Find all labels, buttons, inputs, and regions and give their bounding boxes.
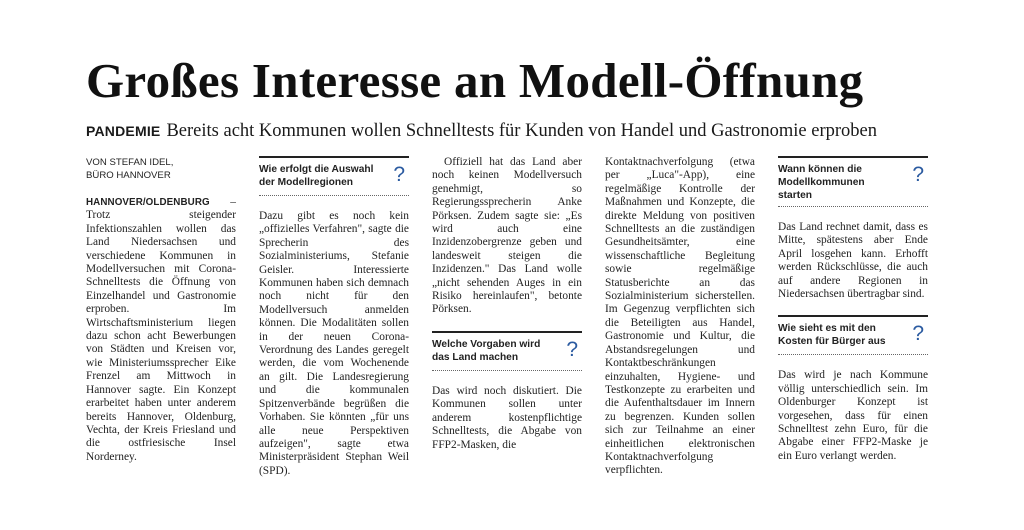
question-box-start [778, 156, 928, 207]
dateline: HANNOVER/OLDENBURG [86, 197, 210, 208]
column-5 [778, 156, 928, 463]
answer-paragraph-part-1: Das wird noch diskutiert. Die Kommunen sollen unter anderem kostenpflichtige Schnelltests, die Abgabe von FFP2-Masken, die [432, 384, 582, 451]
question-heading: Wann können die Modellkommunen starten [778, 164, 865, 201]
question-mark-icon: ? [566, 337, 578, 361]
answer-paragraph: Das wird je nach Kommune völlig unterschiedlich sein. Im Oldenburger Konzept ist vorgesehen, dass für einen Schnelltest zehn Euro, für die Abgabe einer FFP2-Maske je ein Euro verlangt werden. [778, 369, 928, 462]
byline-author: VON STEFAN IDEL, [86, 157, 174, 168]
lead-paragraph [86, 196, 236, 464]
question-mark-icon: ? [912, 163, 924, 186]
question-mark-icon: ? [912, 322, 924, 346]
question-heading: Wie erfolgt die Auswahl der Modellregionen [259, 164, 374, 188]
question-mark-icon: ? [393, 163, 405, 186]
column-4 [605, 156, 755, 478]
question-box-requirements [432, 331, 582, 371]
subheadline [86, 119, 956, 143]
lead-text: – Trotz steigender Infektionszahlen wollen das Land Niedersachsen und verschiedene Kommunen in Modellversuchen mit Corona-Schnelltests die Öffnung von Einzelhandel und Gastronomie erproben. Im Wirtschaftsministerium liegen dazu schon acht Bewerbungen von Städten und Kreisen vor, wie Ministeriumssprecher Eike Frenzel am Mittwoch in Hannover sagte. Ein Konzept erarbeitet haben unter anderem bereits Hannover, Oldenburg, Vechta, der Kreis Friesland und die ostfriesische Insel Norderney. [86, 196, 236, 463]
subheadline-text: Bereits acht Kommunen wollen Schnelltests für Kunden von Handel und Gastronomie erproben [166, 121, 878, 141]
question-box-costs [778, 315, 928, 355]
question-heading: Wie sieht es mit den Kosten für Bürger aus [778, 323, 886, 348]
question-box-selection [259, 156, 409, 196]
headline: Großes Interesse an Modell-Öffnung [86, 53, 864, 108]
column-3 [432, 156, 582, 452]
byline-office: BÜRO HANNOVER [86, 170, 171, 181]
body-paragraph: Offiziell hat das Land aber noch keinen Modellversuch genehmigt, so Regierungssprecherin Anke Pörksen. Zudem sagte sie: „Es wird auch eine Inzidenzobergrenze geben und landesweit steigen die Inzidenzen." Das Land wolle „nicht sehenden Auges in ein Risiko hereinlaufen", betonte Pörksen. [432, 156, 582, 316]
column-2 [259, 156, 409, 478]
question-heading: Welche Vorgaben wird das Land machen [432, 338, 541, 363]
column-1 [86, 156, 236, 464]
answer-paragraph: Das Land rechnet damit, dass es Mitte, spätestens aber Ende April losgehen kann. Erhofft werden Rückschlüsse, die auch auf andere Regionen in Niedersachsen übertragbar sind. [778, 221, 928, 301]
answer-paragraph-part-2: Kontaktnachverfolgung (etwa per „Luca"-App), eine regelmäßige Kontrolle der Maßnahmen und Konzepte, die direkte Meldung von positiven Schnelltests an die zuständigen Gesundheitsämter, eine wissenschaftliche Begleitung sowie regelmäßige Statusberichte an das Sozialministerium sicherstellen. Im Gegenzug verpflichten sich die Beteiligten aus Handel, Gastronomie und Kultur, die Abstandsregelungen und Kontaktbeschränkungen einzuhalten, Hygiene- und Testkonzepte zu erarbeiten und die Aufenthaltsdauer im Innern zu begrenzen. Kunden sollen sich zur Teilnahme an einer einheitlichen elektronischen Kontaktnachverfolgung verpflichten. [605, 156, 755, 477]
topic-kicker: PANDEMIE [86, 123, 161, 139]
answer-paragraph: Dazu gibt es noch kein „offizielles Verfahren", sagte die Sprecherin des Sozialministeriums, Stefanie Geisler. Interessierte Kommunen haben sich demnach noch nicht für den Modellversuch anmelden können. Die Modalitäten sollen in der neuen Corona-Verordnung des Landes geregelt werden, die vom Wochenende an gilt. Die Landesregierung und die kommunalen Spitzenverbände begrüßen die Vorhaben. Sie könnten „für uns alle neue Perspektiven aufzeigen", sagte etwa Ministerpräsident Stephan Weil (SPD). [259, 210, 409, 477]
byline [86, 156, 236, 182]
